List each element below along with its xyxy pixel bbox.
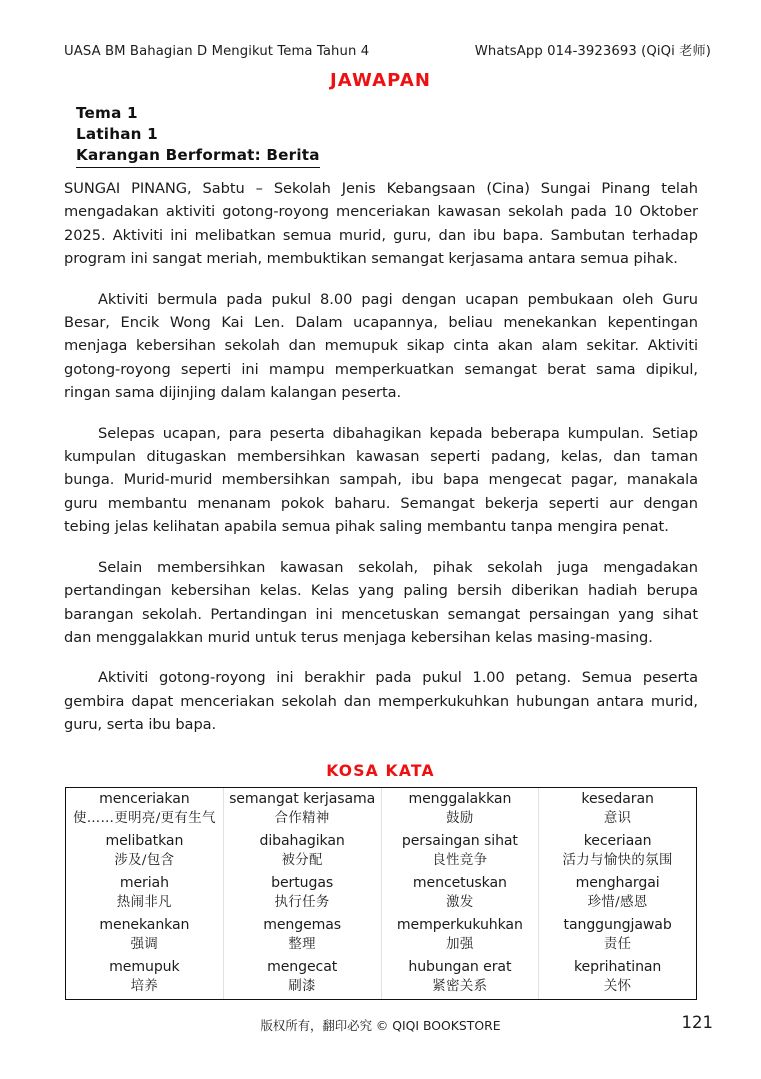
vocab-term-zh: 活力与愉快的氛围 <box>562 853 673 868</box>
vocab-entry <box>384 957 537 998</box>
vocab-term-zh: 意识 <box>603 811 632 826</box>
vocabulary-table <box>65 787 697 1000</box>
vocab-term-zh: 关怀 <box>603 979 632 994</box>
vocab-term-zh: 加强 <box>446 937 474 952</box>
heading-tema <box>64 103 698 124</box>
vocab-term-zh: 珍惜/感恩 <box>587 895 648 910</box>
running-header <box>64 40 711 59</box>
page-title: JAWAPAN <box>329 70 432 91</box>
vocab-entry <box>68 915 221 956</box>
kosa-kata-title: KOSA KATA <box>326 762 435 780</box>
heading-body-spacer <box>64 168 698 177</box>
vocab-term-ms: kesedaran <box>581 790 654 807</box>
vocab-entry <box>541 789 694 830</box>
vocab-term-zh: 责任 <box>603 937 632 952</box>
vocab-term-zh: 刷漆 <box>288 979 316 994</box>
vocab-entry <box>384 789 537 830</box>
content-column <box>64 103 698 737</box>
vocab-entry <box>384 831 537 872</box>
header-right-contact: WhatsApp 014-3923693 (QiQi 老师) <box>474 44 711 59</box>
vocab-term-ms: melibatkan <box>105 832 184 849</box>
vocab-entry <box>541 831 694 872</box>
footer-copyright-zh: 版权所有，翻印必究 <box>260 1018 376 1033</box>
paragraph-5: Aktiviti gotong-royong ini berakhir pada pukul 1.00 petang. Semua peserta gembira dapat menceriakan sekolah dan memperkukuhkan hubungan antara murid, guru, serta ibu bapa. <box>64 669 698 734</box>
vocab-term-ms: mencetuskan <box>412 874 507 891</box>
vocab-entry <box>68 831 221 872</box>
vocab-term-ms: meriah <box>119 874 169 891</box>
page-number: 121 <box>681 1013 713 1032</box>
vocab-entry <box>384 873 537 914</box>
vocab-term-ms: dibahagikan <box>259 832 345 849</box>
heading-tema-label: Tema 1 <box>76 104 138 122</box>
vocab-term-zh: 热闹非凡 <box>116 895 172 910</box>
vocab-term-ms: memperkukuhkan <box>396 916 523 933</box>
vocab-term-ms: semangat kerjasama <box>229 790 376 807</box>
vocab-column-2 <box>223 788 381 999</box>
vocab-term-zh: 执行任务 <box>274 895 330 910</box>
vocab-column-3 <box>381 788 539 999</box>
vocab-column-1 <box>66 788 223 999</box>
vocab-entry <box>68 789 221 830</box>
vocab-term-zh: 良性竞争 <box>432 853 488 868</box>
vocab-term-zh: 合作精神 <box>274 811 330 826</box>
vocab-term-ms: persaingan sihat <box>401 832 518 849</box>
vocab-term-zh: 培养 <box>130 979 159 994</box>
vocab-term-zh: 被分配 <box>281 853 323 868</box>
paragraph-2: Aktiviti bermula pada pukul 8.00 pagi dengan ucapan pembukaan oleh Guru Besar, Encik Wong Kai Len. Dalam ucapannya, beliau menekankan kepentingan menjaga kebersihan sekolah dan memupuk sikap cinta akan alam sekitar. Aktiviti gotong-royong seperti ini mampu memperkuatkan semangat berat sama dipikul, ringan sama dijinjing dalam kalangan peserta. <box>64 290 698 402</box>
vocab-entry <box>68 957 221 998</box>
vocab-term-zh: 涉及/包含 <box>114 853 175 868</box>
paragraph-lead: SUNGAI PINANG, Sabtu – Sekolah Jenis Kebangsaan (Cina) Sungai Pinang telah mengadakan aktiviti gotong-royong menceriakan kawasan sekolah pada 10 Oktober 2025. Aktiviti ini melibatkan semua murid, guru, dan ibu bapa. Sambutan terhadap program ini sangat meriah, membuktikan semangat kerjasama antara semua pihak. <box>64 180 698 268</box>
vocab-term-ms: keceriaan <box>583 832 652 849</box>
vocab-term-ms: hubungan erat <box>408 958 512 975</box>
header-left-text: UASA BM Bahagian D Mengikut Tema Tahun 4 <box>64 44 370 59</box>
vocab-term-ms: mengemas <box>263 916 342 933</box>
footer-copyright-latin: © QIQI BOOKSTORE <box>375 1018 501 1033</box>
vocab-entry <box>68 873 221 914</box>
heading-format-label: Karangan Berformat: Berita <box>76 145 320 168</box>
vocab-term-ms: menghargai <box>575 874 660 891</box>
vocab-entry <box>226 957 379 998</box>
vocab-term-ms: mengecat <box>267 958 338 975</box>
paragraph-3: Selepas ucapan, para peserta dibahagikan kepada beberapa kumpulan. Setiap kumpulan ditugaskan membersihkan kawasan seperti padang, kelas, dan taman bunga. Murid-murid membersihkan sampah, ibu bapa mengecat pagar, manakala guru membantu menanam pokok baharu. Semangat bekerja seperti aur dengan tebing jelas kelihatan apabila semua pihak saling membantu tanpa mengira penat. <box>64 424 698 536</box>
vocab-term-zh: 鼓励 <box>446 811 474 826</box>
vocab-term-zh: 整理 <box>288 937 316 952</box>
vocab-term-ms: bertugas <box>271 874 334 891</box>
vocab-term-ms: menggalakkan <box>408 790 512 807</box>
vocab-term-zh: 激发 <box>446 895 474 910</box>
vocab-term-ms: menceriakan <box>99 790 190 807</box>
vocab-term-zh: 强调 <box>130 937 159 952</box>
vocab-term-ms: keprihatinan <box>573 958 662 975</box>
vocab-term-ms: menekankan <box>99 916 190 933</box>
footer-copyright <box>0 1016 761 1034</box>
vocab-entry <box>384 915 537 956</box>
vocab-entry <box>541 915 694 956</box>
vocab-term-zh: 使……更明亮/更有生气 <box>72 811 216 826</box>
vocab-entry <box>541 957 694 998</box>
heading-latihan-label: Latihan 1 <box>76 125 158 143</box>
vocab-term-ms: tanggungjawab <box>563 916 672 933</box>
vocab-term-ms: memupuk <box>109 958 180 975</box>
vocab-entry <box>226 873 379 914</box>
vocab-term-zh: 紧密关系 <box>432 979 488 994</box>
vocab-entry <box>541 873 694 914</box>
vocab-entry <box>226 789 379 830</box>
vocab-column-4 <box>538 788 696 999</box>
heading-format <box>64 145 698 168</box>
heading-latihan <box>64 124 698 145</box>
paragraph-4: Selain membersihkan kawasan sekolah, pihak sekolah juga mengadakan pertandingan kebersihan kelas. Kelas yang paling bersih diberikan hadiah berupa barangan sekolah. Pertandingan ini mencetuskan semangat persaingan yang sihat dan menggalakkan murid untuk terus menjaga kebersihan kelas masing-masing. <box>64 558 698 646</box>
vocab-entry <box>226 915 379 956</box>
vocab-entry <box>226 831 379 872</box>
